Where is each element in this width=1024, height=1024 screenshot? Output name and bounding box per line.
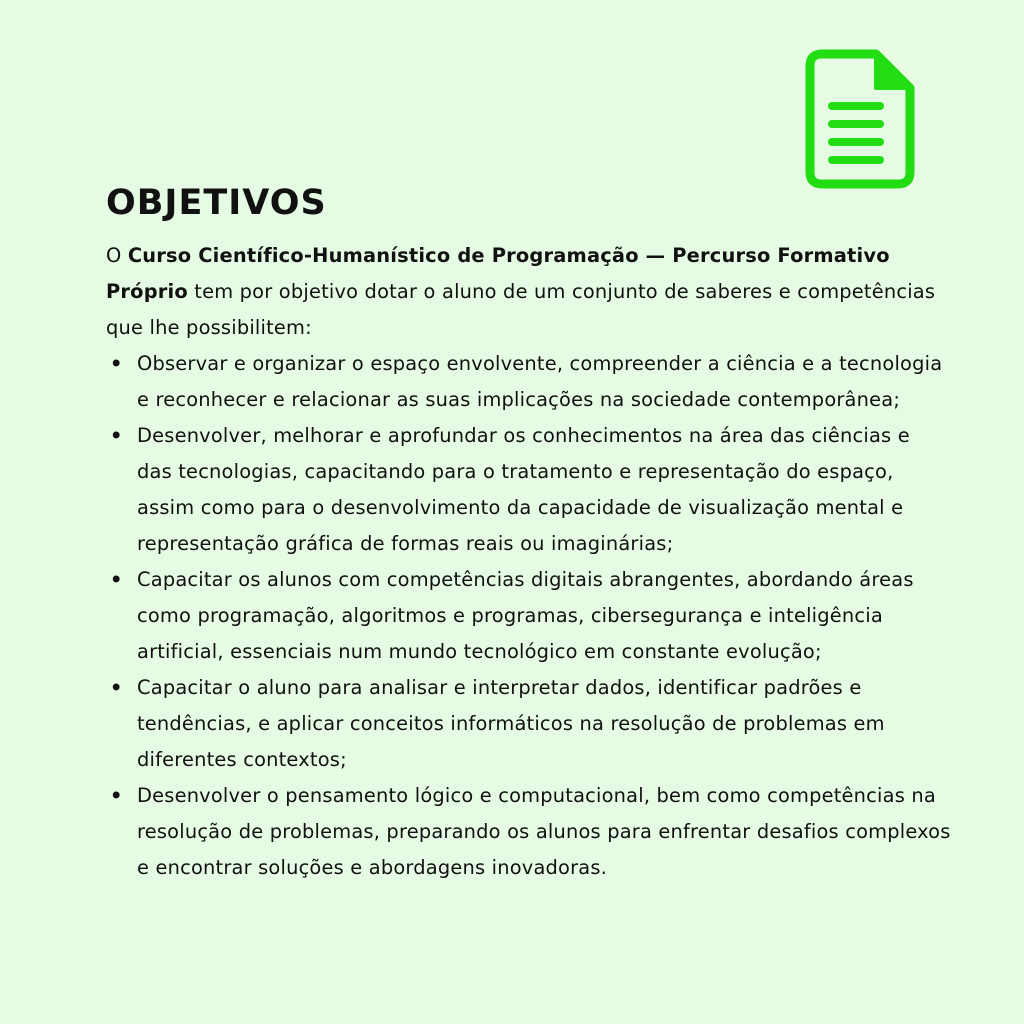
intro-prefix: O [106, 244, 128, 267]
list-item [106, 346, 951, 418]
objectives-list [106, 346, 951, 886]
bullet-icon: • [110, 676, 123, 699]
objectives-content [106, 238, 951, 886]
list-item-text: Capacitar o aluno para analisar e interpretar dados, identificar padrões e tendências, e aplicar conceitos informáticos na resolução de problemas em diferentes contextos; [137, 676, 885, 771]
list-item-text: Capacitar os alunos com competências digitais abrangentes, abordando áreas como programação, algoritmos e programas, cibersegurança e inteligência artificial, essenciais num mundo tecnológico em constante evolução; [137, 568, 914, 663]
list-item [106, 670, 951, 778]
course-name: Curso Científico-Humanístico de Programação — Percurso Formativo Próprio [106, 244, 890, 303]
bullet-icon: • [110, 352, 123, 375]
list-item [106, 418, 951, 562]
bullet-icon: • [110, 784, 123, 807]
list-item [106, 562, 951, 670]
document-icon [804, 48, 916, 190]
page-title: OBJETIVOS [106, 183, 327, 223]
list-item-text: Desenvolver, melhorar e aprofundar os conhecimentos na área das ciências e das tecnologias, capacitando para o tratamento e representação do espaço, assim como para o desenvolvimento da capacidade de visualização mental e representação gráfica de formas reais ou imaginárias; [137, 424, 910, 555]
list-item-text: Observar e organizar o espaço envolvente, compreender a ciência e a tecnologia e reconhecer e relacionar as suas implicações na sociedade contemporânea; [137, 352, 943, 411]
bullet-icon: • [110, 424, 123, 447]
list-item [106, 778, 951, 886]
intro-paragraph [106, 238, 951, 346]
bullet-icon: • [110, 568, 123, 591]
intro-text: tem por objetivo dotar o aluno de um conjunto de saberes e competências que lhe possibilitem: [106, 280, 936, 339]
list-item-text: Desenvolver o pensamento lógico e computacional, bem como competências na resolução de problemas, preparando os alunos para enfrentar desafios complexos e encontrar soluções e abordagens inovadoras. [137, 784, 951, 879]
